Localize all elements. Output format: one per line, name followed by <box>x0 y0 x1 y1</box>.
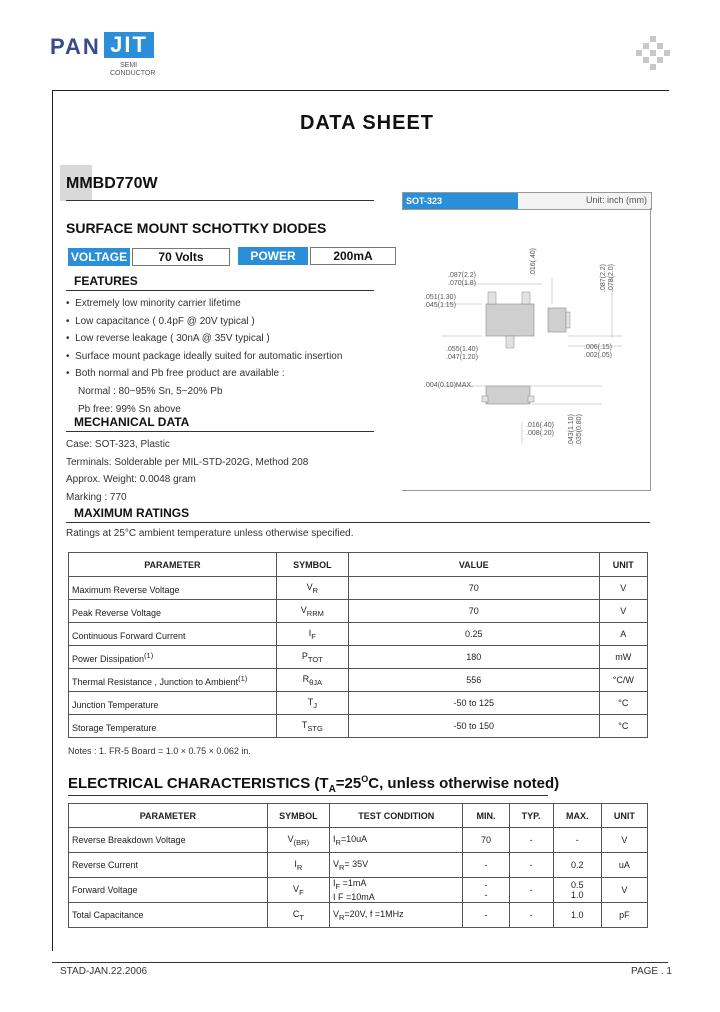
col-header: TEST CONDITION <box>329 804 462 828</box>
footer-rule <box>52 962 668 963</box>
table-row: Maximum Reverse Voltage $V_R$ 70 V <box>69 577 648 600</box>
dim-label: .087(2.2) <box>448 272 477 279</box>
max-ratings-footnote: Notes : 1. FR-5 Board = 1.0 × 0.75 × 0.062 in. <box>68 746 251 756</box>
dim-label: .016(.40) <box>526 422 555 429</box>
dim-label: .070(1.8) <box>448 280 477 287</box>
col-header: SYMBOL <box>276 553 348 577</box>
table-row: Power Dissipation$^{(1)}$ $P_{TOT}$ 180 mW <box>69 646 648 669</box>
feature-item: • Low reverse leakage ( 30nA @ 35V typical ) <box>66 333 270 344</box>
feature-normal: Normal : 80~95% Sn, 5~20% Pb <box>78 385 223 397</box>
table-row: Junction Temperature $T_J$ -50 to 125 °C <box>69 692 648 715</box>
dim-label: .004(0.10)MAX. <box>424 382 474 389</box>
col-header: PARAMETER <box>69 553 277 577</box>
logo-pan-text: PAN <box>50 34 101 59</box>
mech-case: Case: SOT-323, Plastic <box>66 439 170 450</box>
features-heading: FEATURES <box>74 274 138 288</box>
part-number: MMBD770W <box>66 175 158 192</box>
table-header-row <box>69 804 648 828</box>
power-badge-label: POWER <box>238 247 308 265</box>
table-row: Continuous Forward Current $I_F$ 0.25 A <box>69 623 648 646</box>
footer-date: STAD-JAN.22.2006 <box>60 966 148 977</box>
logo-semiconductor <box>110 62 155 78</box>
logo-semi-line2: CONDUCTOR <box>110 70 156 77</box>
mech-weight: Approx. Weight: 0.0048 gram <box>66 474 196 485</box>
col-header: SYMBOL <box>267 804 329 828</box>
feature-item: • Surface mount package ideally suited for automatic insertion <box>66 350 343 362</box>
col-header: UNIT <box>601 804 647 828</box>
package-unit: Unit: inch (mm) <box>585 195 647 205</box>
col-header: MIN. <box>463 804 509 828</box>
feature-item: • Low capacitance ( 0.4pF @ 20V typical ) <box>66 315 255 327</box>
dim-label: .035(0.80) <box>576 414 583 446</box>
mechanical-list <box>66 436 308 506</box>
panjit-logo <box>50 28 160 77</box>
corner-dots-icon <box>636 36 670 70</box>
dim-label: .078(2.0) <box>608 263 615 292</box>
dim-label: .006(.15) <box>584 344 613 351</box>
col-header: TYP. <box>509 804 553 828</box>
col-header: MAX. <box>553 804 601 828</box>
mechanical-rule <box>66 431 374 432</box>
mech-marking: Marking : 770 <box>66 491 127 503</box>
page-title: DATA SHEET <box>299 112 435 134</box>
col-header: UNIT <box>599 553 647 577</box>
table-row: Storage Temperature $T_{STG}$ -50 to 150 °C <box>69 715 648 738</box>
dim-label: .087(2.2) <box>600 263 607 292</box>
dim-label: .016(.40) <box>530 247 537 276</box>
table-row: Reverse Breakdown Voltage $V_{(BR)}$ $I_R=10uA$ 70 - - V <box>69 828 648 853</box>
max-ratings-note: Ratings at 25°C ambient temperature unless otherwise specified. <box>66 528 354 539</box>
logo-semi-line1: SEMI <box>120 62 138 69</box>
dim-label: .055(1.40) <box>446 346 478 353</box>
feature-item: • Extremely low minority carrier lifetime <box>66 298 241 309</box>
electrical-title: ELECTRICAL CHARACTERISTICS ($T_A=25^OC$, unless otherwise noted) <box>68 774 560 795</box>
mech-terminals: Terminals: Solderable per MIL-STD-202G, Method 208 <box>66 456 309 468</box>
feature-item: • Both normal and Pb free product are available : <box>66 368 285 379</box>
power-badge-value: 200mA <box>310 247 396 265</box>
dim-label: .047(1.20) <box>446 354 478 361</box>
voltage-badge-label: VOLTAGE <box>68 248 130 266</box>
logo-jit-text: JIT <box>104 32 154 58</box>
max-ratings-rule <box>66 522 650 523</box>
voltage-badge-value: 70 Volts <box>132 248 230 266</box>
max-ratings-table <box>68 552 648 738</box>
table-row: Forward Voltage $V_F$ $I_F =1mA$ I F =10mA - - - 0.5 1.0 V <box>69 878 648 903</box>
footer-page: PAGE . 1 <box>631 966 672 977</box>
dim-label: .051(1.30) <box>424 294 456 301</box>
dim-label: .043(1.10) <box>568 414 575 446</box>
part-number-rule <box>66 200 374 201</box>
dim-label: .008(.20) <box>526 430 555 437</box>
col-header: VALUE <box>348 553 599 577</box>
dim-label: .045(1.15) <box>424 302 456 309</box>
mechanical-heading: MECHANICAL DATA <box>74 415 190 429</box>
package-label: SOT-323 <box>403 193 518 209</box>
table-row: Reverse Current $I_R$ $V_R= 35V$ - - 0.2 uA <box>69 853 648 878</box>
max-ratings-heading: MAXIMUM RATINGS <box>74 506 190 520</box>
feature-pbfree: Pb free: 99% Sn above <box>78 404 181 415</box>
electrical-table <box>68 803 648 928</box>
electrical-rule <box>68 795 548 796</box>
table-row: Total Capacitance $C_T$ $V_R=20V$, f =1MHz - - 1.0 pF <box>69 903 648 928</box>
package-outline-svg <box>402 208 650 490</box>
package-drawing <box>402 208 651 491</box>
features-list <box>66 295 396 419</box>
product-subtitle: SURFACE MOUNT SCHOTTKY DIODES <box>66 220 327 236</box>
table-header-row <box>69 553 648 577</box>
col-header: PARAMETER <box>69 804 268 828</box>
table-row: Peak Reverse Voltage $V_{RRM}$ 70 V <box>69 600 648 623</box>
table-row: Thermal Resistance , Junction to Ambient$^{(1)}$ $R_{\theta JA}$ 556 °C/W <box>69 669 648 692</box>
features-rule <box>66 290 374 291</box>
dim-label: .002(.05) <box>584 352 613 359</box>
